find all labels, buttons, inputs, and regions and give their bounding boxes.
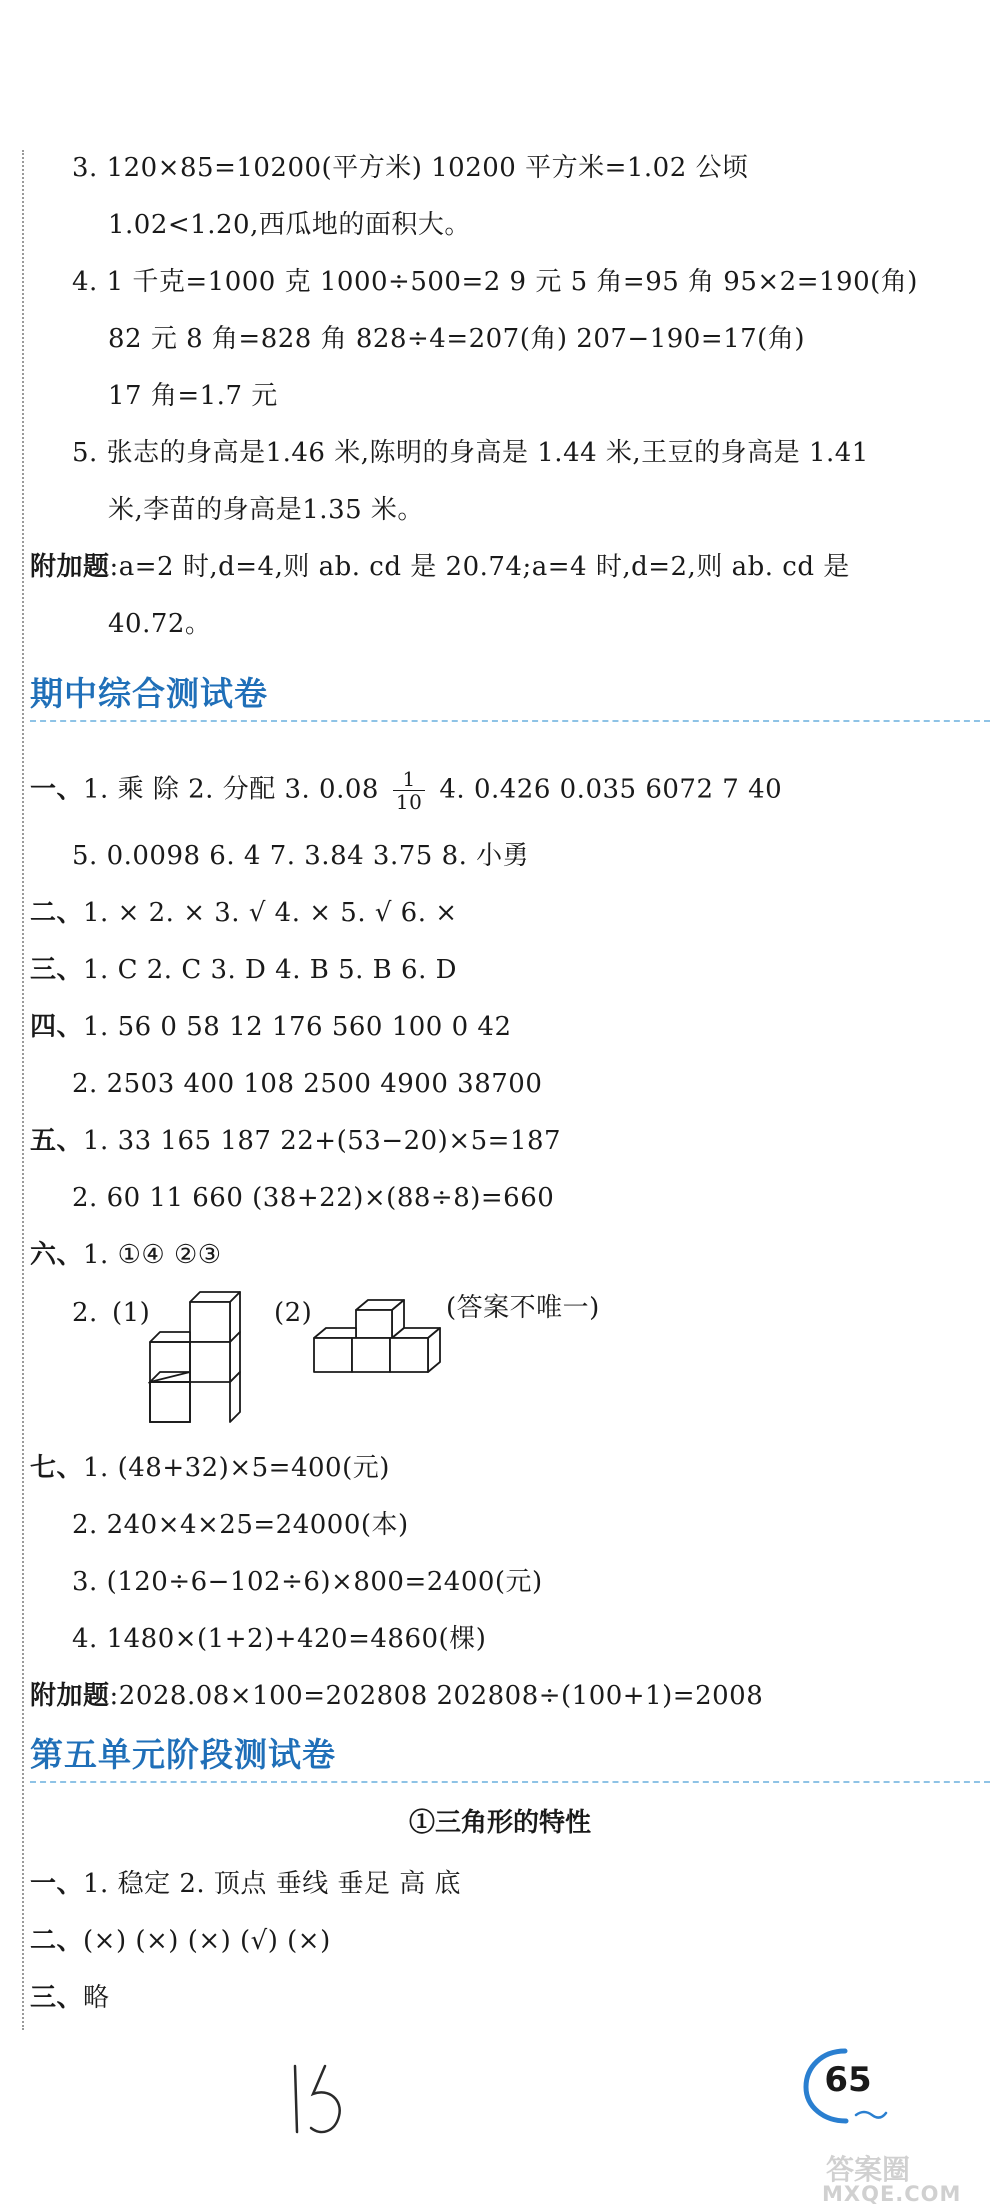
part-label: 一、 — [30, 1869, 84, 1899]
answer-text: 4. 0.426 0.035 6072 7 40 — [439, 774, 783, 805]
midterm-part-7-line-1 — [30, 1450, 390, 1486]
midterm-part-6-item-2: 2. — [72, 1298, 98, 1328]
midterm-part-4-line-2: 2. 2503 400 108 2500 4900 38700 — [72, 1069, 543, 1099]
bonus-text: :2028.08×100=202808 202808÷(100+1)=2008 — [109, 1681, 764, 1711]
midterm-bonus — [30, 1678, 763, 1714]
answer-text: 1. C 2. C 3. D 4. B 5. B 6. D — [83, 955, 457, 985]
midterm-part-1-line-1 — [30, 768, 782, 813]
part-label: 六、 — [30, 1240, 84, 1270]
part-label: 二、 — [30, 1926, 84, 1956]
bonus-question — [30, 549, 850, 585]
cube-figure-2 — [312, 1298, 452, 1376]
midterm-part-7-line-3: 3. (120÷6−102÷6)×800=2400(元) — [72, 1567, 543, 1597]
answer-line: 5. 张志的身高是1.46 米,陈明的身高是 1.44 米,王豆的身高是 1.41 — [72, 438, 869, 468]
section-title-unit5: 第五单元阶段测试卷 — [30, 1735, 336, 1774]
part-label: 三、 — [30, 1983, 84, 2013]
midterm-part-4-line-1 — [30, 1009, 512, 1045]
answer-line: 1.02<1.20,西瓜地的面积大。 — [108, 210, 471, 240]
midterm-part-7-line-2: 2. 240×4×25=24000(本) — [72, 1510, 409, 1540]
midterm-part-2 — [30, 895, 458, 931]
answer-text: 1. 乘 除 2. 分配 3. 0.08 — [83, 774, 379, 805]
title-rule — [30, 720, 990, 722]
answer-line: 82 元 8 角=828 角 828÷4=207(角) 207−190=17(角) — [108, 324, 805, 354]
midterm-part-6-line-1 — [30, 1237, 222, 1273]
answer-text: 1. 稳定 2. 顶点 垂线 垂足 高 底 — [83, 1869, 461, 1899]
midterm-part-7-line-4: 4. 1480×(1+2)+420=4860(棵) — [72, 1624, 487, 1654]
answer-line: 17 角=1.7 元 — [108, 381, 278, 411]
fraction-numerator: 1 — [393, 768, 425, 791]
answer-line: 3. 120×85=10200(平方米) 10200 平方米=1.02 公顷 — [72, 153, 749, 183]
answer-text: (×) (×) (×) (√) (×) — [83, 1926, 331, 1956]
answer-line: 米,李苗的身高是1.35 米。 — [108, 495, 424, 525]
section-title-midterm: 期中综合测试卷 — [30, 674, 268, 713]
midterm-part-5-line-2: 2. 60 11 660 (38+22)×(88÷8)=660 — [72, 1183, 555, 1213]
fraction-denominator: 10 — [395, 790, 423, 814]
figure-2-label: (2) — [274, 1298, 313, 1328]
page-number: 65 — [824, 2060, 872, 2100]
answer-note: (答案不唯一) — [446, 1293, 600, 1323]
bonus-label: 附加题 — [30, 552, 110, 582]
bonus-label: 附加题 — [30, 1681, 110, 1711]
bonus-continuation: 40.72。 — [108, 609, 212, 639]
cube-figure-1 — [148, 1288, 258, 1428]
margin-dotted-line — [22, 150, 24, 2030]
fraction — [393, 768, 425, 813]
answer-text: 1. ①④ ②③ — [83, 1240, 222, 1270]
unit5-part-1 — [30, 1866, 461, 1902]
answer-text: 1. × 2. × 3. √ 4. × 5. √ 6. × — [83, 898, 458, 928]
figure-1-label: (1) — [112, 1298, 151, 1328]
part-label: 二、 — [30, 898, 84, 928]
answer-text: 1. (48+32)×5=400(元) — [83, 1453, 390, 1483]
title-rule — [30, 1781, 990, 1783]
handwritten-number — [285, 2060, 355, 2140]
unit5-part-3 — [30, 1980, 110, 2016]
watermark-logo: 答案圈 — [826, 2153, 911, 2186]
answer-text: 1. 56 0 58 12 176 560 100 0 42 — [83, 1012, 512, 1042]
subsection-title: ①三角形的特性 — [408, 1808, 591, 1838]
part-label: 四、 — [30, 1012, 84, 1042]
unit5-part-2 — [30, 1923, 331, 1959]
part-label: 七、 — [30, 1453, 84, 1483]
part-label: 一、 — [30, 774, 84, 805]
answer-text: 1. 33 165 187 22+(53−20)×5=187 — [83, 1126, 562, 1156]
midterm-part-1-line-2: 5. 0.0098 6. 4 7. 3.84 3.75 8. 小勇 — [72, 841, 530, 871]
part-label: 五、 — [30, 1126, 84, 1156]
bonus-text: :a=2 时,d=4,则 ab. cd 是 20.74;a=4 时,d=2,则 ab. cd 是 — [109, 552, 850, 582]
midterm-part-5-line-1 — [30, 1123, 561, 1159]
part-label: 三、 — [30, 955, 84, 985]
midterm-part-3 — [30, 952, 457, 988]
watermark-url: MXQE.COM — [822, 2182, 962, 2206]
answer-text: 略 — [83, 1983, 110, 2013]
answer-line: 4. 1 千克=1000 克 1000÷500=2 9 元 5 角=95 角 95×2=190(角) — [72, 267, 918, 297]
